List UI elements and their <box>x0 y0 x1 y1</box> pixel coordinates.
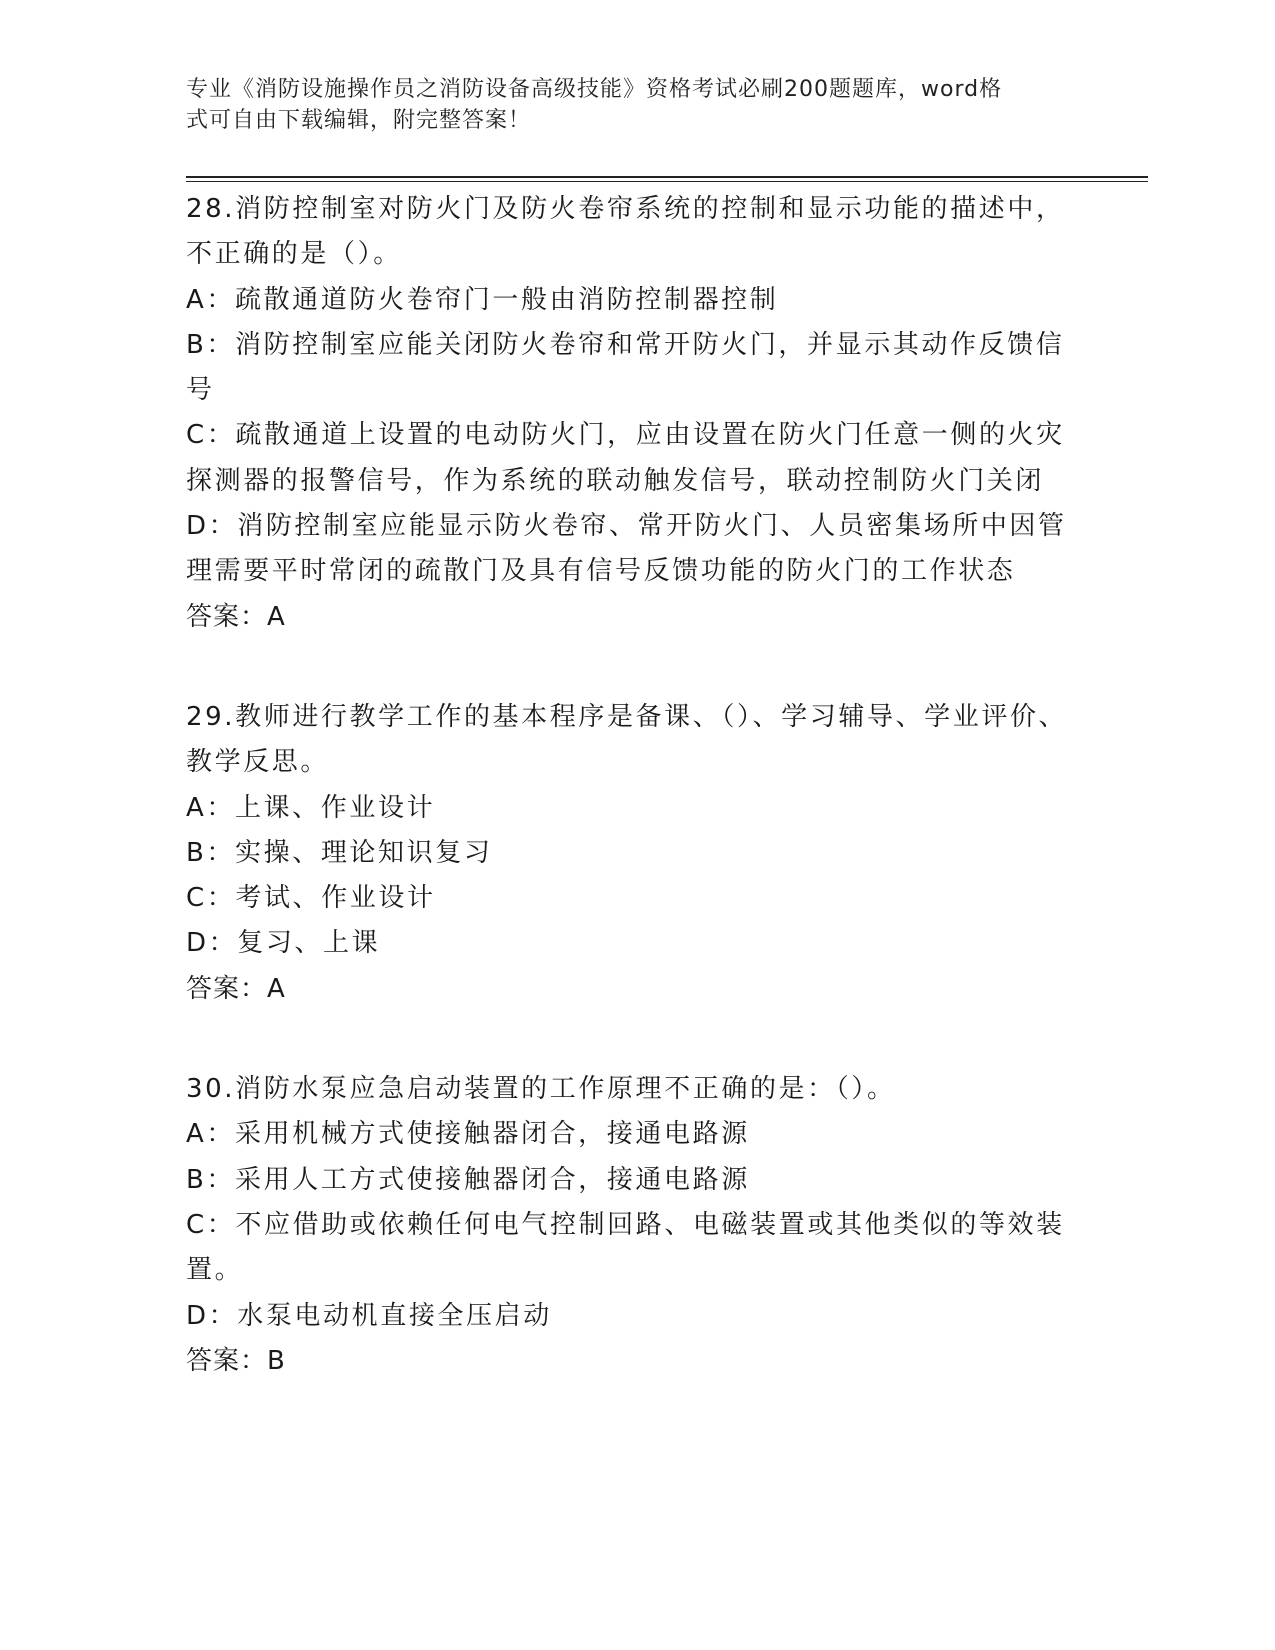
answer: 答案：B <box>186 1345 286 1376</box>
header-divider-thin <box>186 181 1148 182</box>
header-line-1: 专业《消防设施操作员之消防设备高级技能》资格考试必刷200题题库，word格 <box>186 77 1003 102</box>
answer: 答案：A <box>186 973 286 1004</box>
question-stem: 29.教师进行教学工作的基本程序是备课、（）、学习辅导、学业评价、教学反思。 <box>186 701 1068 778</box>
answer: 答案：A <box>186 601 286 632</box>
question-list <box>186 187 1076 1439</box>
option-a: A：疏散通道防火卷帘门一般由消防控制器控制 <box>186 284 779 315</box>
option-b: B：消防控制室应能关闭防火卷帘和常开防火门，并显示其动作反馈信号 <box>186 329 1065 406</box>
option-c: C：疏散通道上设置的电动防火门，应由设置在防火门任意一侧的火灾探测器的报警信号，作为系统的联动触发信号，联动控制防火门关闭 <box>186 420 1065 496</box>
header-line-2: 式可自由下载编辑，附完整答案！ <box>186 108 532 133</box>
option-c: C：不应借助或依赖任何电气控制回路、电磁装置或其他类似的等效装置。 <box>186 1209 1065 1286</box>
option-b: B：实操、理论知识复习 <box>186 837 493 868</box>
option-d: D：消防控制室应能显示防火卷帘、常开防火门、人员密集场所中因管理需要平时常闭的疏散门及具有信号反馈功能的防火门的工作状态 <box>186 511 1067 587</box>
option-d: D：复习、上课 <box>186 928 381 959</box>
option-a: A：采用机械方式使接触器闭合，接通电路源 <box>186 1119 750 1150</box>
option-d: D：水泵电动机直接全压启动 <box>186 1300 552 1331</box>
option-a: A：上课、作业设计 <box>186 792 436 823</box>
question-stem: 30.消防水泵应急启动装置的工作原理不正确的是：（）。 <box>186 1074 896 1105</box>
question-29 <box>186 695 1076 1012</box>
document-header <box>186 74 1066 136</box>
option-b: B：采用人工方式使接触器闭合，接通电路源 <box>186 1164 750 1195</box>
header-divider-thick <box>186 176 1148 178</box>
question-stem: 28.消防控制室对防火门及防火卷帘系统的控制和显示功能的描述中，不正确的是（）。 <box>186 194 1065 270</box>
option-c: C：考试、作业设计 <box>186 883 436 914</box>
question-30 <box>186 1067 1076 1384</box>
question-28 <box>186 187 1076 640</box>
